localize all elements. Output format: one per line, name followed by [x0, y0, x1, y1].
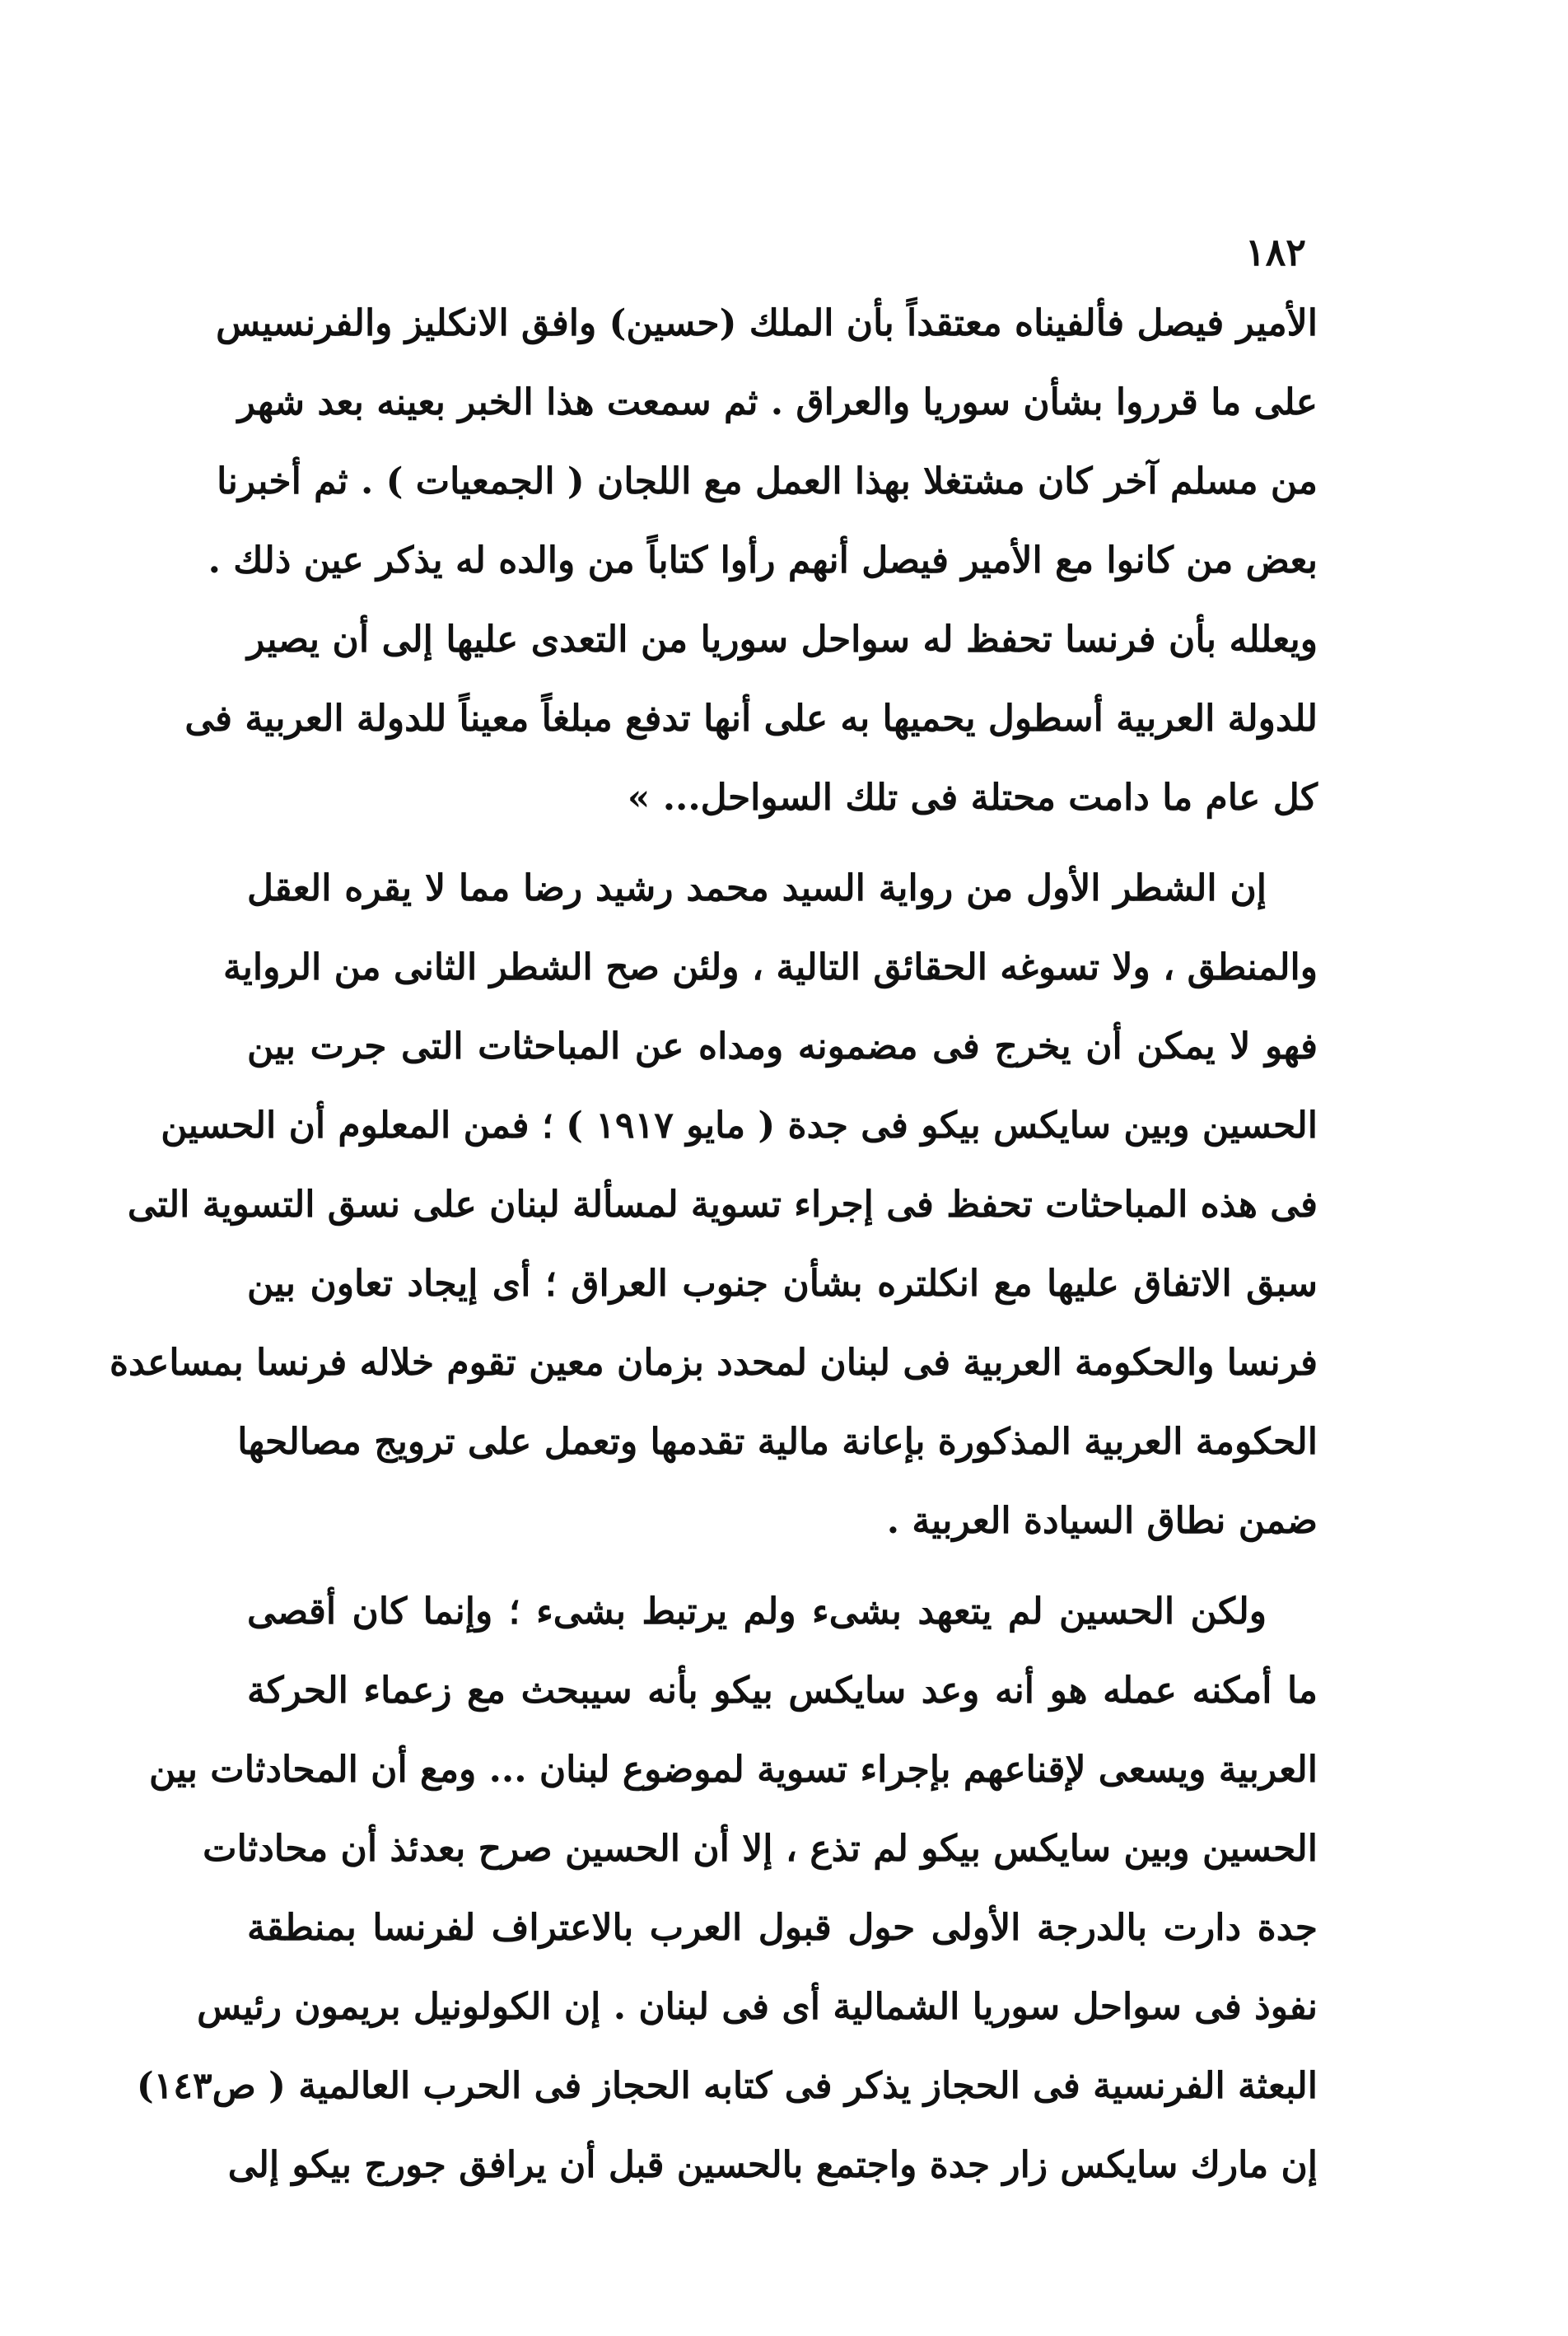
text-line: العربية ويسعى لإقناعهم بإجراء تسوية لموضوع لبنان ... ومع أن المحادثات بين [148, 1749, 1318, 1791]
page-number: ١٨٢ [1244, 230, 1306, 274]
text-line: ولكن الحسين لم يتعهد بشىء ولم يرتبط بشىء ؛ وإنما كان أقصى [247, 1591, 1267, 1633]
text-line: فهو لا يمكن أن يخرج فى مضمونه ومداه عن المباحثات التى جرت بين [247, 1026, 1318, 1068]
text-line: الأمير فيصل فألفيناه معتقداً بأن الملك (حسين) وافق الانكليز والفرنسيس [216, 302, 1318, 344]
text-line: الحكومة العربية المذكورة بإعانة مالية تقدمها وتعمل على ترويج مصالحها [237, 1421, 1318, 1463]
text-line: ما أمكنه عمله هو أنه وعد سايكس بيكو بأنه سيبحث مع زعماء الحركة [247, 1670, 1318, 1712]
text-line: ضمن نطاق السيادة العربية . [886, 1500, 1318, 1542]
text-line: كل عام ما دامت محتلة فى تلك السواحل... » [627, 777, 1318, 819]
text-line: بعض من كانوا مع الأمير فيصل أنهم رأوا كتاباً من والده له يذكر عين ذلك . [208, 540, 1318, 582]
text-line: ويعلله بأن فرنسا تحفظ له سواحل سوريا من التعدى عليها إلى أن يصير [247, 619, 1318, 661]
body-text [109, 284, 1318, 2205]
text-line: والمنطق ، ولا تسوغه الحقائق التالية ، ولئن صح الشطر الثانى من الرواية [223, 946, 1318, 988]
paragraph-3 [136, 1572, 1318, 2205]
text-line: إن الشطر الأول من رواية السيد محمد رشيد رضا مما لا يقره العقل [247, 867, 1267, 909]
paragraph-gap [247, 1561, 1318, 1572]
text-line: الحسين وبين سايكس بيكو فى جدة ( مايو ١٩١٧ ) ؛ فمن المعلوم أن الحسين [161, 1105, 1318, 1147]
text-line: البعثة الفرنسية فى الحجاز يذكر فى كتابه الحجاز فى الحرب العالمية ( ص١٤٣) [136, 2065, 1318, 2107]
paragraph-gap [247, 838, 1318, 849]
text-line: الحسين وبين سايكس بيكو لم تذع ، إلا أن الحسين صرح بعدئذ أن محادثات [203, 1828, 1318, 1870]
text-line: من مسلم آخر كان مشتغلا بهذا العمل مع اللجان ( الجمعيات ) . ثم أخبرنا [217, 460, 1318, 502]
text-line: فى هذه المباحثات تحفظ فى إجراء تسوية لمسألة لبنان على نسق التسوية التى [127, 1184, 1318, 1226]
text-line: على ما قرروا بشأن سوريا والعراق . ثم سمعت هذا الخبر بعينه بعد شهر [237, 381, 1318, 423]
text-line: للدولة العربية أسطول يحميها به على أنها تدفع مبلغاً معيناً للدولة العربية فى [184, 698, 1318, 740]
paragraph-2 [109, 849, 1318, 1561]
text-line: جدة دارت بالدرجة الأولى حول قبول العرب بالاعتراف لفرنسا بمنطقة [247, 1907, 1318, 1949]
paragraph-1 [184, 284, 1318, 838]
text-line: فرنسا والحكومة العربية فى لبنان لمحدد بزمان معين تقوم خلاله فرنسا بمساعدة [109, 1342, 1318, 1384]
text-line: نفوذ فى سواحل سوريا الشمالية أى فى لبنان . إن الكولونيل بريمون رئيس [197, 1986, 1318, 2028]
text-line: إن مارك سايكس زار جدة واجتمع بالحسين قبل أن يرافق جورج بيكو إلى [227, 2144, 1318, 2186]
text-line: سبق الاتفاق عليها مع انكلتره بشأن جنوب العراق ؛ أى إيجاد تعاون بين [247, 1263, 1318, 1305]
